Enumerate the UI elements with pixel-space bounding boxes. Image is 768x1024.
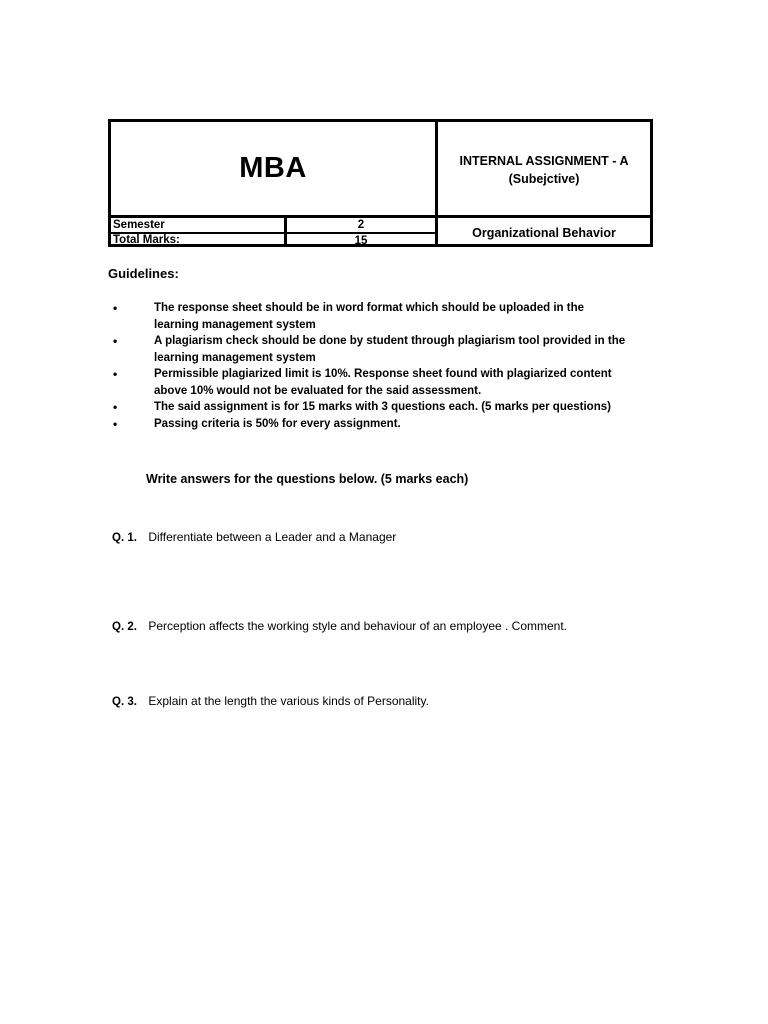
question-text: Perception affects the working style and behaviour of an employee . Comment. xyxy=(148,619,568,633)
guideline-line: Permissible plagiarized limit is 10%. Response sheet found with plagiarized content xyxy=(154,368,612,380)
bullet-icon: • xyxy=(113,367,118,381)
guideline-line: A plagiarism check should be done by student through plagiarism tool provided in the xyxy=(154,335,626,347)
header-table xyxy=(108,119,653,247)
subject-name: Organizational Behavior xyxy=(472,225,616,240)
program-cell xyxy=(111,122,438,218)
total-marks-label: Total Marks: xyxy=(111,234,287,247)
semester-value: 2 xyxy=(287,218,438,234)
guideline-line: Passing criteria is 50% for every assignment. xyxy=(154,417,401,430)
guideline-line: above 10% would not be evaluated for the said assessment. xyxy=(154,384,482,397)
question-number: Q. 3. xyxy=(112,696,137,708)
subject-cell xyxy=(438,218,650,247)
question-number: Q. 2. xyxy=(112,621,137,633)
bullet-icon: • xyxy=(113,301,118,315)
assignment-title: INTERNAL ASSIGNMENT - A xyxy=(459,154,629,168)
guideline-line: The said assignment is for 15 marks with 3 questions each. (5 marks per questions) xyxy=(154,401,611,413)
guideline-item xyxy=(108,399,648,416)
question-number: Q. 1. xyxy=(112,532,137,544)
answer-instruction: Write answers for the questions below. (5 marks each) xyxy=(146,472,469,486)
program-name: MBA xyxy=(239,152,307,184)
guidelines-list xyxy=(108,300,648,432)
guidelines-title: Guidelines: xyxy=(108,266,179,281)
bullet-icon: • xyxy=(113,400,118,414)
semester-label: Semester xyxy=(111,218,287,234)
guideline-item xyxy=(108,366,648,399)
question-3 xyxy=(112,694,429,708)
guideline-item xyxy=(108,300,648,333)
assignment-cell xyxy=(438,122,650,218)
guideline-line: learning management system xyxy=(154,318,316,331)
question-1 xyxy=(112,530,396,544)
guideline-line: The response sheet should be in word format which should be uploaded in the xyxy=(154,302,585,314)
guideline-line: learning management system xyxy=(154,351,316,364)
question-text: Differentiate between a Leader and a Manager xyxy=(148,530,397,544)
bullet-icon: • xyxy=(113,416,118,431)
question-text: Explain at the length the various kinds of Personality. xyxy=(148,694,429,708)
guideline-item xyxy=(108,333,648,366)
guideline-item xyxy=(108,416,648,433)
assignment-type: (Subejctive) xyxy=(508,172,580,186)
bullet-icon: • xyxy=(113,334,118,348)
question-2 xyxy=(112,619,567,633)
total-marks-value: 15 xyxy=(287,234,438,247)
